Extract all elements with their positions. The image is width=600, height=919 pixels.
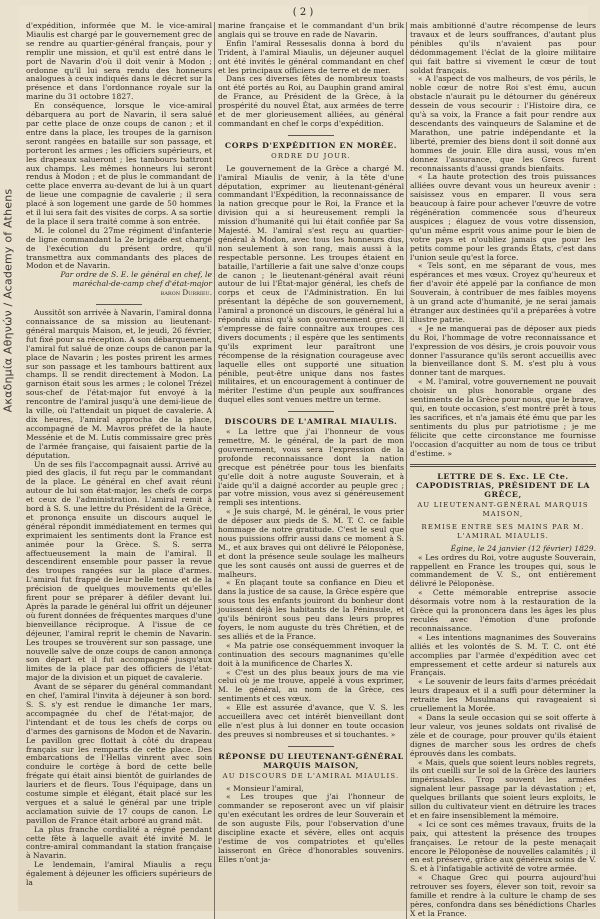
divider (288, 135, 334, 136)
col1-paragraph: La plus franche cordialité a régné pendant cette fête à laquelle avait été invité M. le contre-amiral commandant la station française à Navarin. (26, 824, 212, 861)
col1-paragraph: Un de ses fils l'accompagnait aussi. Arrivé au pied des glacis, il fut reçu par le commandant de la place. Le général en chef avait réuni autour de lui son état-major, les chefs de corps et ceux de l'administration. L'amiral remit à bord à S. S. une lettre du Président de la Grèce, et prononça ensuite un discours auquel le général répondit immédiatement en termes qui exprimaient les sentiments dont la France est animée pour la Grèce. S. S. serra affectueusement la main de l'amiral. Il descendirent ensemble pour passer la revue des troupes rangées sur la place d'armes. L'amiral fut frappé de leur belle tenue et de la précision de quelques mouvements qu'elles firent pour se préparer à défiler devant lui. Après la parade le général lui offrit un déjeuner où furent données de fréquentes marques d'une bienveillance réciproque. A l'issue de ce déjeuner, l'amiral reprit le chemin de Navarin. Les troupes se trouvèrent sur son passage, une nouvelle salve de onze coups de canon annonça son départ et il fut accompagné jusqu'aux limites de la place par des officiers de l'état-major de la division et un piquet de cavalerie. (26, 459, 212, 683)
col1-paragraph: Avant de se séparer du général commandant en chef, l'amiral l'invita à déjeuner à son bord. S. S. s'y est rendue le dimanche 1er mars, accompagnée du chef de l'état-major, de l'intendant et de tous les chefs de corps ou d'armes des garnisons de Modon et de Navarin. Le pavillon grec flottait à côté du drapeau français sur les remparts de cette place. Des embarcations de l'Hellas vinrent avec soin conduire le cortège à bord de cette belle frégate qui était ainsi bientôt de guirlandes de lauriers et de fleurs. Tous l'équipage, dans un costume simple et élégant, était placé sur les vergues et a salué le général par une triple acclamation suivie de 17 coups de canon. Le pavillon de France était arboré au grand mât. (26, 682, 212, 825)
col2-paragraph: « Ma patrie ose conséquemment invoquer la continuation des secours magnanimes qu'elle doit à la munificence de Charles X. (218, 640, 404, 668)
col1-paragraph: d'expédition, informée que M. le vice-amiral Miaulis est chargé par le gouvernement grec de se rendre au quartier-général français, pour y remplir une mission, et qu'il est entré dans le port de Navarin d'où il doit venir à Modon ; ordonne qu'il lui sera rendu des honneurs analogues à ceux indiqués dans le décret sur la présence et dans l'ordonnance royale sur la marine du 31 octobre 1827. (26, 21, 212, 102)
col2-paragraph: « C'est un des plus beaux jours de ma vie celui où je me trouve, appelé à vous exprimer, M. le général, au nom de la Grèce, ces sentiments et ces vœux. (218, 667, 404, 704)
section-title-reponse: RÉPONSE DU LIEUTENANT-GÉNÉRAL MARQUIS MAISON, (218, 751, 404, 770)
col2-paragraph: « Les troupes que j'ai l'honneur de commander se reposeront avec un vif plaisir qu'en exécutant les ordres de leur Souverain et de son auguste Fils, pour l'observation d'une discipline exacte et sévère, elles ont acquis l'estime de vos compatriotes et qu'elles laisseront en Grèce d'honorables souvenirs. Elles n'ont ja- (218, 792, 404, 864)
section-title-discours: DISCOURS DE L'AMIRAL MIAULIS. (224, 417, 398, 427)
col3-paragraph: « Je ne manquerai pas de déposer aux pieds du Roi, l'hommage de votre reconnaissance et l'expression de vos désirs, je crois pouvoir vous donner l'assurance qu'ils seront accueillis avec la bienveillance dont S. M. s'est plu à vous donner tant de marques. (410, 323, 596, 378)
col2-paragraph: « Monsieur l'amiral, (226, 783, 304, 793)
divider (96, 304, 142, 305)
col2-paragraph: « Elle est assurée d'avance, que V. S. les accueillera avec cet intérêt bienveillant dont elle n'est plus à lui donner en toute occasion des preuves si nombreuses et si touchantes. » (218, 703, 404, 739)
order-signer: baron Durrieu. (160, 288, 212, 298)
col3-paragraph: « Le souvenir de leurs faits d'armes précédait leurs drapeaux et il a suffi pour déterminer la retraite les Musulmans qui ravageaient si cruellement la Morée. (410, 677, 596, 714)
divider (288, 411, 334, 412)
section-title-lettre: LETTRE DE S. Exc. LE Cte. CAPODISTRIAS, PRÉSIDENT DE LA GRÈCE, (416, 472, 590, 500)
col3-paragraph: « M. l'amiral, votre gouvernement ne pouvait choisir un plus honorable organe des sentiments de la Grèce pour nous, que le brave, qui, en toute occasion, s'est montré prêt à tous les sacrifices, et n'a jamais été ému que par les sentiments du plus pur patriotisme ; je me félicite que cette circonstance me fournisse l'occasion d'acquitter au nom de tous ce tribut d'estime. » (410, 377, 596, 458)
col3-paragraph: « La haute protection des trois puissances alliées ouvre devant vous un heureux avenir : saisissez vous en emparer. Il vous sera beaucoup à faire pour achever l'œuvre de votre régénération commencée sous d'heureux auspices ; élaguez de vous votre dissension, qu'un même esprit vous anime pour le bien de votre pays et n'oubliez jamais que pour les petits comme pour les grands États, c'est dans l'union seule qu'est la force. (410, 172, 596, 262)
col3-paragraph: « Chaque Grec qui pourra aujourd'hui retrouver ses foyers, élever son toit, revoir sa famille et rendre à la culture le champ de ses pères, confondra dans ses bénédictions Charles X et la France. (410, 873, 596, 918)
col2-paragraph: « En plaçant toute sa confiance en Dieu et dans la justice de sa cause, la Grèce espère que sous tous les enfants jouiront du bonheur dont jouissent déjà les habitants de la Péninsule, et qu'ils béniront sous peu dans leurs propres foyers, le nom auguste du très Chrétien, et de ses alliés et de la France. (218, 578, 404, 641)
col2-paragraph: « Je suis chargé, M. le général, le vous prier de déposer aux pieds de S. M. T. C. ce faible hommage de notre gratitude. C'est le seul que nous puissions offrir aussi dans ce moment à S. M., et aux braves qui ont délivré le Péloponèse, et dont la présence seule soulage les malheurs que les sont causés ont aussi de guerres et de malheurs. (218, 507, 404, 579)
column-1 (26, 22, 212, 919)
archive-margin-stamp (0, 40, 16, 560)
divider (410, 464, 596, 467)
section-title-corps: CORPS D'EXPÉDITION EN MORÉE. (224, 140, 398, 150)
newspaper-page (18, 6, 596, 918)
col3-paragraph: mais ambitionné d'autre récompense de leurs travaux et de leurs souffrances, d'autant plus pénibles qu'ils n'avaient pas pour dédommagement l'éclat de la gloire militaire qui fait battre si vivement le cœur de tout soldat français. (410, 21, 596, 75)
col3-paragraph: « Les intentions magnanimes des Souverains alliés et les volontés de S. M. T. C. ont été accomplies par l'armée d'expédition avec cet empressement et cette ardeur si naturels aux Français. (410, 632, 596, 678)
col3-paragraph: « Dans la seule occasion qui se soit offerte à leur valeur, vos jeunes soldats ont rivalisé de zèle et de courage, pour prouver qu'ils étaient dignes de marcher sous les ordres de chefs éprouvés dans les combats. (410, 712, 596, 758)
col1-paragraph: M. le colonel du 27me régiment d'infanterie de ligne commandant la 2e brigade est chargé de l'exécution du présent ordre, qu'il transmettra aux commandants des places de Modon et de Navarin. (26, 225, 212, 271)
col2-paragraph: « La lettre que j'ai l'honneur de vous remettre, M. le général, de la part de mon gouvernement, vous sera l'expression de la profonde reconnaissance dont la nation grecque est pénétrée pour tous les bienfaits qu'elle doit à notre auguste Souverain, et à l'aide qu'il a daigné accorder au peuple grec ; par votre mission, vous avez si généreusement rempli ses intentions. (218, 427, 404, 508)
page-number: ( 2 ) (292, 7, 314, 18)
order-signature: Par ordre de S. E. le général en chef, le maréchal-de-camp chef d'état-major (60, 270, 212, 289)
letter-dateline: Égine, le 24 janvier (12 février) 1829. (450, 543, 596, 553)
archive-margin-stamp-text: Ακαδημία Αθηνών / Academy of Athens (1, 188, 15, 412)
col3-paragraph: « Ici ce sont ces mêmes travaux, fruits de la paix, qui attestent la présence des troupes françaises. Le retour de la peste menaçait encore le Péloponèse de nouvelles calamités ; il en est préservé, grâce aux généreux soins de V. S. et à l'infatigable activité de votre armée. (410, 819, 596, 874)
col1-paragraph: En conséquence, lorsque le vice-amiral débarquera au port de Navarin, il sera salué par cette place de onze coups de canon ; et il entre dans la place, les troupes de la garnison seront rangées en bataille sur son passage, et porteront les armes ; les officiers supérieurs, et les drapeaux salueront ; les tambours battront aux champs. Les mêmes honneurs lui seront rendus à Modon ; et de plus le commandant de cette place enverra au-devant de lui à un quart de lieue une compagnie de cavalerie ; il sera placé à son logement une garde de 50 hommes et il lui sera fait des visites de corps. A sa sortie de la place il sera traité comme à son entrée. (26, 101, 212, 226)
columns (26, 21, 596, 918)
col3-paragraph: « Mais, quels que soient leurs nobles regrets, ils ont cueilli sur le sol de la Grèce des lauriers impérissables. Trop souvent les armées signalent leur passage par la dévastation ; et, quelques brillants que soient leurs exploits, le sillon du cultivateur vient en détruire les traces et en faire insensiblement la mémoire. (410, 757, 596, 820)
col2-paragraph: Enfin l'amiral Ressesalis donna à bord du Trident, à l'amiral Miaulis, un déjeuner auquel ont été invités le général commandant en chef et les principaux officiers de terre et de mer. (218, 38, 404, 75)
section-subtitle-lettre: AU LIEUTENANT-GÉNÉRAL MARQUIS MAISON, (417, 501, 589, 519)
section-subtitle-remise: REMISE ENTRE SES MAINS PAR M. L'AMIRAL MIAULIS. (421, 522, 585, 540)
column-2 (218, 22, 404, 919)
divider (288, 746, 334, 747)
col2-paragraph: marine française et le commandant d'un brik anglais qui se trouve en rade de Navarin. (218, 21, 404, 39)
col3-paragraph: « Tels sont, en me séparant de vous, mes espérances et mes vœux. Croyez qu'heureux et fier d'avoir été appelé par la confiance de mon Souverain, à contribuer de mes faibles moyens à un grand acte d'humanité, je ne serai jamais étranger aux destinées qu'il a préparées à votre illustre patrie. (410, 261, 596, 324)
column-3 (410, 22, 596, 919)
col2-paragraph: Dans ces diverses fêtes de nombreux toasts ont été portés au Roi, au Dauphin grand amiral de France, au Président de la Grèce, à la prospérité du nouvel État, aux armées de terre et de mer glorieusement alliées, au général commandant en chef le corps d'expédition. (218, 74, 404, 128)
col1-paragraph: Le lendemain, l'amiral Miaulis a reçu également à déjeuner les officiers supérieurs de la (26, 860, 212, 888)
col1-paragraph: Aussitôt son arrivée à Navarin, l'amiral donna connaissance de sa mission au lieutenant-général marquis Maison, et, le jeudi, 26 février, fut fixé pour sa réception. A son débarquement, l'amiral fut salué de onze coups de canon par la place de Navarin ; les postes prirent les armes sur son passage et les tambours battirent aux champs. Il se rendit directement à Modon. La garnison était sous les armes ; le colonel Trézel sous-chef de l'état-major fut envoyé à la rencontre de l'amiral jusqu'à une demi-lieue de la ville, où l'attendait un piquet de cavalerie. A dix heures, l'amiral approcha de la place, accompagné de M. Mavros préfet de la haute Messénie et de M. Lutis commissaire grec près de l'armée française, qui faisaient partie de la députation. (26, 308, 212, 460)
col2-paragraph: Le gouvernement de la Grèce a chargé M. l'amiral Miaulis de venir, à la tête d'une députation, exprimer au lieutenant-général commandant l'Expédition, la reconnaissance de la nation grecque pour le Roi, la France et la division qui a si heureusement rempli la mission d'humanité qui lui était confiée par Sa Majesté. M. l'amiral s'est reçu au quartier-général à Modon, avec tous les honneurs dus, non seulement à son rang, mais aussi à la respectable personne. Les troupes étaient en bataille, l'artillerie a fait une salve d'onze coups de canon ; le lieutenant-général avait réuni autour de lui l'État-major général, les chefs de corps et ceux de l'Administration. En lui présentant la dépêche de son gouvernement, l'amiral a prononcé un discours, le général lui a répondu ainsi qu'à son gouvernement grec. Il s'empresse de faire connaître aux troupes ces divers documents ; il espère que les sentiments qu'ils expriment leur paraîtront une récompense de la résignation courageuse avec laquelle elles ont supporté une situation pénible, peut-être unique dans nos fastes militaires, et un encouragement à continuer de mériter l'estime d'un peuple aux souffrances duquel elles sont venues mettre un terme. (218, 163, 404, 405)
col3-paragraph: « A l'aspect de vos malheurs, de vos périls, le noble cœur de notre Roi s'est ému, aucun obstacle n'aurait pu le détourner du généreux dessein de vous secourir : l'Histoire dira, ce qu'à sa voix, la France a fait pour rendre aux descendants des vainqueurs de Salamine et de Marathon, une patrie indépendante et la liberté, premier des biens dont il soit donné aux hommes de jouir. Elle dira aussi, vous m'en donnez l'assurance, que les Grecs furent reconnaissants d'aussi grands bienfaits. (410, 74, 596, 173)
col3-paragraph: « Les ordres du Roi, votre auguste Souverain, rappellent en France les troupes qui, sous le commandement de V. S., ont entièrement délivré le Péloponèse. (410, 552, 596, 589)
section-subtitle-reponse: AU DISCOURS DE L'AMIRAL MIAULIS. (222, 771, 400, 780)
col3-paragraph: « Cette mémorable entreprise associe désormais votre nom à la restauration de la Grèce qui la prononcera dans les âges les plus reculés avec l'émotion d'une profonde reconnaissance. (410, 588, 596, 633)
section-subtitle-ordre: ORDRE DU JOUR. (271, 151, 351, 160)
